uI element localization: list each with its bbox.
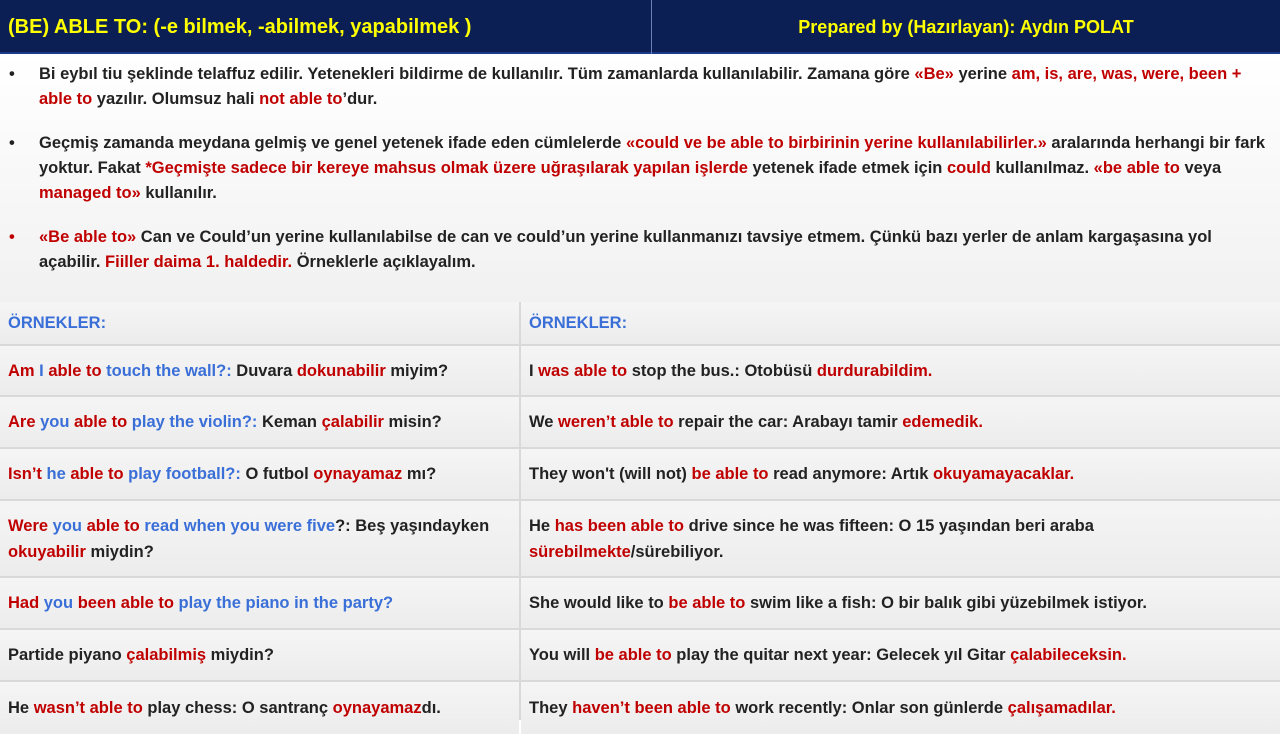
aux-verb: Isn’t [8, 465, 42, 483]
turkish-verb: çalabilir [321, 413, 384, 431]
text-run: swim like a fish: O bir balık gibi yüzebilmek istiyor. [745, 594, 1147, 612]
example-right-4 [521, 501, 1280, 576]
highlight-red: Fiiller daima 1. haldedir. [105, 253, 293, 271]
translation: ?: Beş yaşındayken [335, 516, 490, 535]
text-run: yetenek ifade etmek için [747, 159, 947, 177]
text-run: play the quitar next year: Gelecek yıl Gitar [671, 646, 1011, 664]
text-run: They [529, 699, 573, 717]
bullet-dot: • [9, 228, 15, 246]
text-run: She would like to [529, 594, 669, 612]
able-to: be able to [691, 465, 769, 483]
subject: you [48, 516, 87, 535]
aux-verb: Am [8, 361, 35, 380]
subject: he [41, 465, 71, 483]
verb-phrase: touch the wall?: [101, 361, 232, 380]
verb-phrase: read when you were five [139, 516, 336, 535]
examples-table [0, 302, 1280, 720]
aux-verb: Are [8, 413, 36, 431]
author-credit: Prepared by (Hazırlayan): Aydın POLAT [798, 16, 1134, 37]
text-run: repair the car: Arabayı tamir [673, 413, 903, 431]
able-to: was able to [538, 361, 628, 380]
translation: miydin? [206, 646, 274, 664]
examples-header-left: ÖRNEKLER: [0, 302, 519, 344]
example-right-5 [521, 578, 1280, 628]
able-to: wasn’t able to [33, 699, 143, 717]
text-run: He [8, 699, 34, 717]
title-bar [0, 0, 1280, 54]
translation: misin? [383, 413, 442, 431]
text-run: Can ve Could’un yerine kullanılabilse de can ve could’un yerine kullanmanızı tavsiye etmem. Çünkü bazı yerler de anlam kargaşasına yol açabilir. [39, 228, 1212, 271]
able-to: haven’t been able to [572, 699, 731, 717]
text-run: Geçmiş zamanda meydana gelmiş ve genel yetenek ifade eden cümlelerde [39, 134, 626, 152]
text-run: They won't (will not) [529, 465, 692, 483]
verb-phrase: play football?: [123, 465, 241, 483]
turkish-verb: okuyabilir [8, 542, 86, 561]
bullet-past-usage [8, 131, 1270, 206]
text-run: I [529, 361, 539, 380]
example-right-2 [521, 397, 1280, 447]
highlight-red: managed to» [39, 184, 141, 202]
example-right-6 [521, 630, 1280, 680]
page-title: (BE) ABLE TO: (-e bilmek, -abilmek, yapabilmek ) [8, 15, 472, 38]
highlight-red: *Geçmişte sadece bir kereye mahsus olmak üzere uğraşılarak yapılan işlerde [145, 159, 748, 177]
example-left-7 [0, 682, 519, 734]
example-right-7 [521, 682, 1280, 734]
turkish-verb: oynayamaz [332, 699, 422, 717]
able-to: be able to [594, 646, 672, 664]
example-left-4 [0, 501, 519, 576]
examples-header-right: ÖRNEKLER: [521, 302, 1280, 344]
example-left-6 [0, 630, 519, 680]
example-left-5 [0, 578, 519, 628]
verb-phrase: play the violin?: [127, 413, 258, 431]
turkish-verb: durdurabildim. [816, 361, 933, 380]
turkish-verb: okuyamayacaklar. [932, 465, 1075, 483]
highlight-red: «be able to [1093, 159, 1180, 177]
turkish-verb: edemedik. [902, 413, 983, 431]
highlight-red: «Be able to» [39, 228, 137, 246]
verb-phrase: play the piano in the party? [173, 594, 394, 612]
translation: miydin? [85, 542, 154, 561]
translation: miyim? [385, 361, 449, 380]
turkish-verb: çalabileceksin. [1010, 646, 1127, 664]
bullet-dot: • [9, 65, 15, 83]
able-to: able to [74, 413, 128, 431]
able-to: weren’t able to [558, 413, 674, 431]
highlight-red: could [946, 159, 991, 177]
turkish-verb: çalışamadılar. [1007, 699, 1116, 717]
able-to: been able to [77, 594, 174, 612]
text-run: Bi eybıl tiu şeklinde telaffuz edilir. Yetenekleri bildirme de kullanılır. Tüm zamanlarda kullanılabilir. Zamana göre [39, 65, 915, 83]
text-run: stop the bus.: Otobüsü [627, 361, 817, 380]
bullet-text [39, 131, 1270, 206]
intro-section [0, 56, 1280, 302]
turkish-verb: sürebilmekte [529, 542, 631, 561]
text-run: play chess: O santranç [142, 699, 333, 717]
text-run: kullanılır. [140, 184, 217, 202]
text-run: aralarında herhangi bir fark yoktur. Fakat [39, 134, 1266, 177]
able-to: able to [70, 465, 124, 483]
aux-verb: Had [8, 594, 40, 612]
translation: O futbol [240, 465, 314, 483]
text-run: ’dur. [342, 90, 378, 108]
translation: Duvara [231, 361, 297, 380]
translation: Keman [257, 413, 322, 431]
example-left-2 [0, 397, 519, 447]
bullet-pronunciation [8, 62, 1270, 112]
text-run: drive since he was fifteen: O 15 yaşından beri araba [683, 516, 1094, 535]
turkish-verb: çalabilmiş [126, 646, 207, 664]
bullet-text [39, 62, 1270, 112]
translation: mı? [402, 465, 437, 483]
highlight-red: «Be» [914, 65, 954, 83]
text-run: kullanılmaz. [990, 159, 1094, 177]
bullet-text [39, 225, 1270, 275]
example-right-1 [521, 346, 1280, 395]
text-run: veya [1179, 159, 1222, 177]
text-run: We [529, 413, 559, 431]
example-right-3 [521, 449, 1280, 499]
text-run: yazılır. Olumsuz hali [92, 90, 260, 108]
example-left-3 [0, 449, 519, 499]
able-to: able to [86, 516, 140, 535]
subject: you [35, 413, 75, 431]
text-run: He [529, 516, 555, 535]
able-to: be able to [668, 594, 746, 612]
text-run: Örneklerle açıklayalım. [292, 253, 476, 271]
author-section [652, 0, 1280, 54]
text-run: work recently: Onlar son günlerde [730, 699, 1008, 717]
text-run: /sürebiliyor. [630, 542, 724, 561]
turkish-verb: dokunabilir [296, 361, 386, 380]
bullet-dot: • [9, 134, 15, 152]
example-left-1 [0, 346, 519, 395]
subject: I [34, 361, 49, 380]
text-run: read anymore: Artık [768, 465, 933, 483]
text-run: dı. [421, 699, 441, 717]
highlight-red: «could ve be able to birbirinin yerine kullanılabilirler.» [625, 134, 1047, 152]
able-to: has been able to [554, 516, 684, 535]
turkish-verb: oynayamaz [313, 465, 403, 483]
text-run: You will [529, 646, 595, 664]
translation: Partide piyano [8, 646, 127, 664]
highlight-red: am, is, are, was, were, been + able to [39, 65, 1242, 108]
subject: you [39, 594, 78, 612]
aux-verb: Were [8, 516, 49, 535]
text-run: yerine [953, 65, 1012, 83]
able-to: able to [48, 361, 102, 380]
bullet-recommendation [8, 225, 1270, 275]
title-section [0, 0, 652, 54]
highlight-red: not able to [259, 90, 343, 108]
